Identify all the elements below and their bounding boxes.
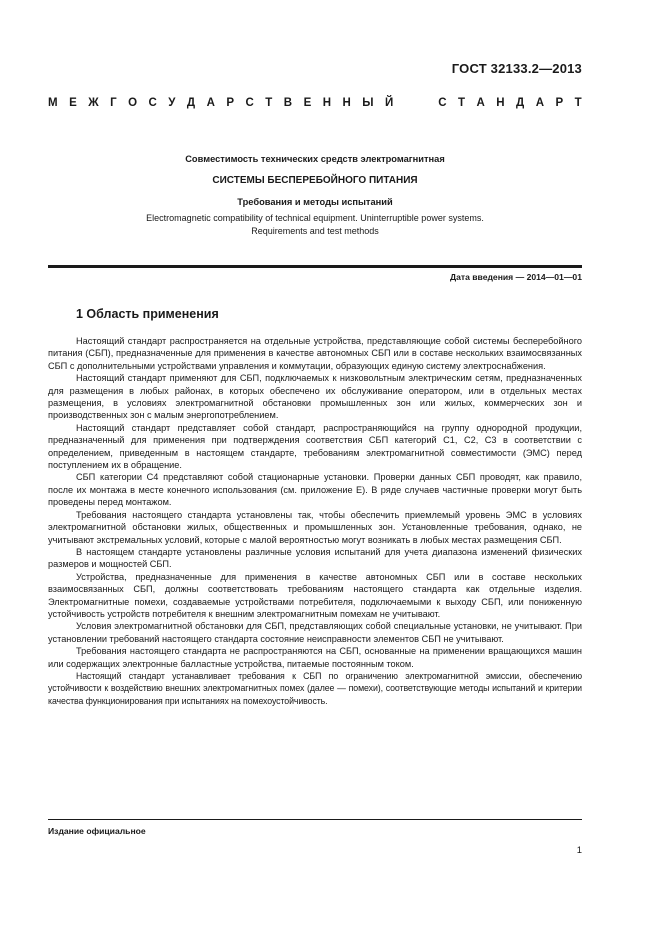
paragraph: Требования настоящего стандарта не распространяются на СБП, основанные на применении вращающихся машин или содержащих электронные балластные устройства, питаемые постоянным током.	[48, 646, 582, 669]
banner-letter: Р	[555, 97, 564, 109]
edition-label: Издание официальное	[48, 826, 146, 836]
banner-letter: Т	[457, 97, 466, 109]
paragraph: Условия электромагнитной обстановки для СБП, представляющих собой специальные установки, не учитывают. При установлении требований настоящего стандарта состояние неисправности элементов СБП не учитывают.	[48, 621, 582, 644]
paragraph: Устройства, предназначенные для применения в качестве автономных СБП или в составе нескольких взаимосвязанных СБП, должны соответствовать требованиям настоящего стандарта как отдельные изделия. Электромагнитные помехи, создаваемые устройствами потребителя, подключаемыми к выходу СБП, или пониженную устойчивость устройств потребителя к внешним электромагнитным помехам не учитывают.	[48, 571, 582, 619]
banner-letter: О	[128, 97, 138, 109]
date-of-introduction: Дата введения — 2014—01—01	[449, 272, 582, 282]
header-rule	[48, 265, 582, 268]
banner-letter: Е	[69, 97, 77, 109]
banner-letter: Е	[303, 97, 312, 109]
title-english-line-1: Electromagnetic compatibility of technical equipment. Uninterruptible power systems.	[146, 213, 484, 223]
banner-word-gap	[405, 97, 427, 109]
banner-letter: У	[168, 97, 176, 109]
paragraph: Требования настоящего стандарта установлены так, чтобы обеспечить приемлемый уровень ЭМС в условиях электромагнитной обстановки жилых, общественных и промышленных зон. Установленные требования, однако, не учитывают экстремальных условий, которые с малой вероятностью могут возникать в любых местах размещения СБП.	[48, 509, 582, 545]
paragraph: Настоящий стандарт применяют для СБП, подключаемых к низковольтным электрическим сетям, предназначенных для размещения в любых районах, в которых обеспечено их обслуживание оператором, или в отдельных местах размещения, в условиях электромагнитной обстановки промышленных зон или жилых, коммерческих зон и производственных зон с малым энергопотреблением.	[48, 373, 582, 421]
banner-letter: Д	[186, 97, 196, 109]
banner-letter: Р	[226, 97, 235, 109]
banner-letter: Г	[110, 97, 117, 109]
banner-letter: С	[438, 97, 447, 109]
banner-letter: В	[283, 97, 293, 109]
title-english-line-2: Requirements and test methods	[251, 226, 379, 236]
banner-letter: Д	[516, 97, 525, 109]
page-number: 1	[576, 845, 582, 856]
title-line-2: СИСТЕМЫ БЕСПЕРЕБОЙНОГО ПИТАНИЯ	[212, 175, 418, 186]
standard-number: ГОСТ 32133.2—2013	[451, 61, 582, 76]
paragraph: Настоящий стандарт представляет собой стандарт, распространяющийся на группу однородной продукции, предназначенный для применения при подтверждения соответствия СБП категорий С1, С2, С3 в соответствии с определением, приведенным в настоящем стандарте, требованиям электромагнитной совместимости (ЭМС) перед поступлением их в обращение.	[48, 422, 582, 471]
banner-letter: Ы	[362, 97, 374, 109]
banner-letter: С	[245, 97, 254, 109]
title-line-3: Требования и методы испытаний	[237, 197, 393, 207]
banner-letter: Т	[265, 97, 273, 109]
banner-letter: Н	[342, 97, 351, 109]
banner-letter: А	[206, 97, 215, 109]
section-heading: 1 Область применения	[76, 307, 219, 321]
banner-letter: С	[148, 97, 157, 109]
banner-letter: А	[535, 97, 545, 109]
banner-letter: М	[48, 97, 58, 109]
banner-letter: А	[476, 97, 485, 109]
banner-letter: Н	[322, 97, 332, 109]
paragraph: СБП категории С4 представляют собой стационарные установки. Проверки данных СБП проводят, как правило, после их монтажа в месте конечного использования (см. приложение Е). В ряде случаев частичные проверки могут быть проведены перед монтажом.	[48, 472, 582, 508]
paragraph: Настоящий стандарт устанавливает требования к СБП по ограничению электромагнитной эмиссии, обеспечению устойчивости к воздействию внешних электромагнитных помех (далее — помехи), соответствующие методы испытаний и критерии качества функционирования при испытаниях на помехоустойчивость.	[48, 670, 582, 706]
paragraph: Настоящий стандарт распространяется на отдельные устройства, представляющие собой системы бесперебойного питания (СБП), предназначенные для применения в качестве автономных СБП или в составе нескольких взаимосвязанных СБП с дополнительными устройствами управления и коммутации, образующих единую систему электроснабжения.	[48, 336, 582, 371]
banner-letter: Н	[496, 97, 505, 109]
title-block	[48, 154, 582, 238]
standard-type-banner	[48, 97, 582, 109]
section-body	[48, 335, 582, 707]
banner-letter: Т	[574, 97, 582, 109]
banner-letter: Ж	[88, 97, 99, 109]
title-line-1: Совместимость технических средств электромагнитная	[185, 154, 445, 164]
banner-letter: Й	[385, 97, 394, 109]
footer-rule	[48, 819, 582, 820]
paragraph: В настоящем стандарте установлены различные условия испытаний для учета диапазона изменений физических размеров и мощностей СБП.	[48, 546, 582, 570]
